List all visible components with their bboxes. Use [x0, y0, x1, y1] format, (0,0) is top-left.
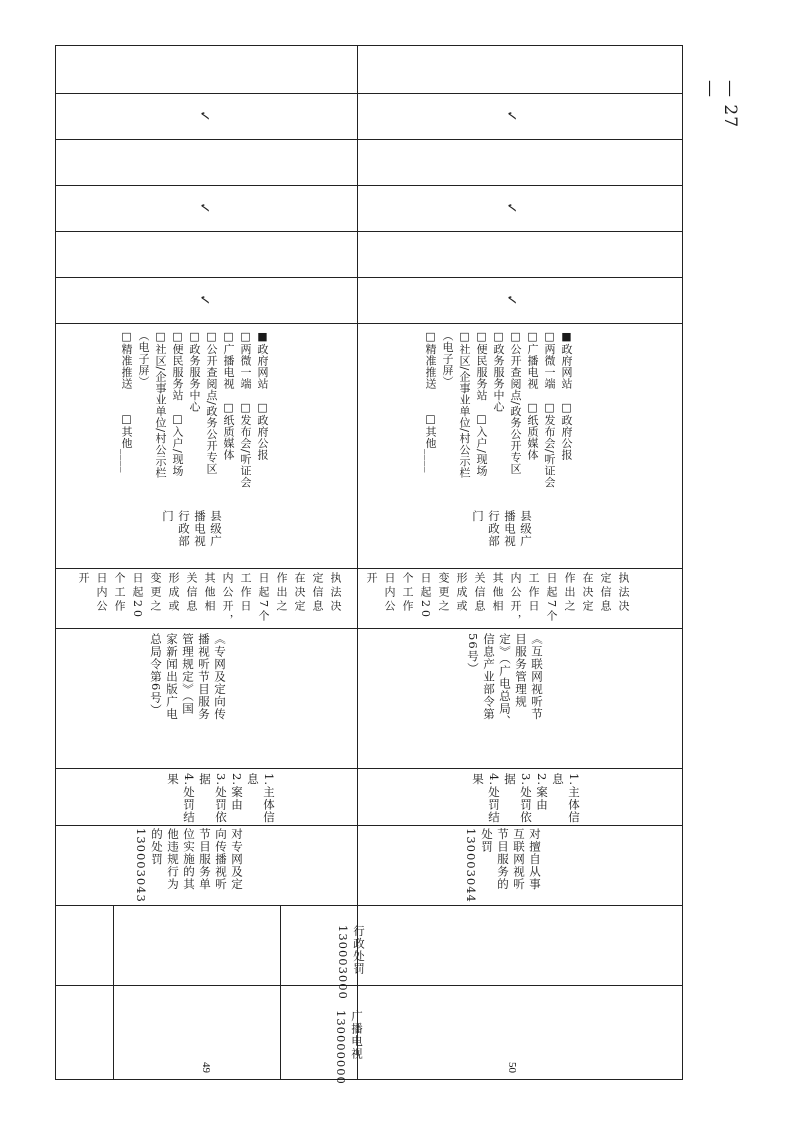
col-line [55, 985, 683, 986]
col-line [55, 323, 683, 324]
check-mark: ✓ [502, 110, 519, 122]
row-index: 49 [200, 1062, 212, 1073]
col-line [55, 231, 683, 232]
col-line [55, 139, 683, 140]
check-mark: ✓ [195, 294, 212, 306]
item-cell: 对专网及定 向传播视听 节目服务单 位实施的其 他违规行为 的处罚 130003043 [134, 828, 244, 903]
department-cell: 县级广 播电视 行政部 门 [161, 510, 223, 548]
item-cell: 对擅自从事 互联网视听 节目服务的 处罚 130003044 [464, 828, 542, 903]
channel-option: □广播电视 □纸质媒体 [526, 330, 539, 461]
category-divider [280, 905, 281, 1080]
channel-option: □政务服务中心 [492, 330, 505, 413]
channel-option: □公开查阅点/政务公开专区 [205, 330, 218, 475]
check-mark: ✓ [502, 202, 519, 214]
timeliness-cell: 执法决 定信息 在决定 作出之 日起7个 工作日 内公开， 其他相 关信息 形成或 变更之 日起20 个工作 日内公 开 [77, 572, 342, 628]
channel-option: □便民服务站 □入户/现场 [171, 330, 184, 477]
channel-option: □广播电视 □纸质媒体 [222, 330, 235, 461]
channel-option: □两微一端 □发布会/听证会 [239, 330, 252, 488]
channel-option: □社区/企事业单位/村公示栏 [154, 330, 167, 479]
content-cell: 1.主体信息 2.案由 3.处罚依据 4.处罚结果 [166, 773, 276, 824]
channel-option: □便民服务站 □入户/现场 [475, 330, 488, 477]
department-cell: 县级广 播电视 行政部 门 [471, 510, 533, 548]
channel-option: （电子屏） [441, 330, 454, 388]
timeliness-cell: 执法决 定信息 在决定 作出之 日起7个 工作日 内公开， 其他相 关信息 形成或 变更之 日起20 个工作 日内公 开 [365, 572, 630, 628]
col-line [55, 93, 683, 94]
col-line [55, 568, 683, 569]
channel-option: （电子屏） [137, 330, 150, 388]
sub-category-cell: 行政处罚 130003000 [336, 925, 366, 1000]
content-cell: 1.主体信息 2.案由 3.处罚依据 4.处罚结果 [471, 773, 581, 824]
channel-option: ■政府网站 □政府公报 [560, 330, 573, 461]
check-mark: ✓ [195, 202, 212, 214]
col-line [55, 277, 683, 278]
channel-option: □公开查阅点/政务公开专区 [509, 330, 522, 475]
check-mark: ✓ [502, 294, 519, 306]
row-index: 50 [506, 1062, 518, 1073]
channel-option: □政务服务中心 [188, 330, 201, 413]
col-line [55, 825, 683, 826]
channel-option: ■政府网站 □政府公报 [256, 330, 269, 461]
category-cell: 广播电视 130000000 [334, 1010, 364, 1085]
publish-channels [422, 330, 575, 568]
publish-channels [118, 330, 271, 568]
channel-option: □两微一端 □发布会/听证会 [543, 330, 556, 488]
channel-option: □精准推送 □其他____ [120, 330, 133, 473]
category-divider [113, 905, 114, 1080]
col-line [55, 768, 683, 769]
basis-cell: 《专网及定向传 播视听节目服务 管理规定》（国 家新闻出版广电 总局令第6号） [149, 633, 227, 721]
channel-option: □社区/企事业单位/村公示栏 [458, 330, 471, 479]
basis-cell: 《互联网视听节 目服务管理规 定》（广电总局、 信息产业部令第 56号） [466, 633, 544, 728]
page-number: — 27 — [700, 80, 740, 129]
check-mark: ✓ [195, 110, 212, 122]
col-line [55, 185, 683, 186]
channel-option: □精准推送 □其他____ [424, 330, 437, 473]
